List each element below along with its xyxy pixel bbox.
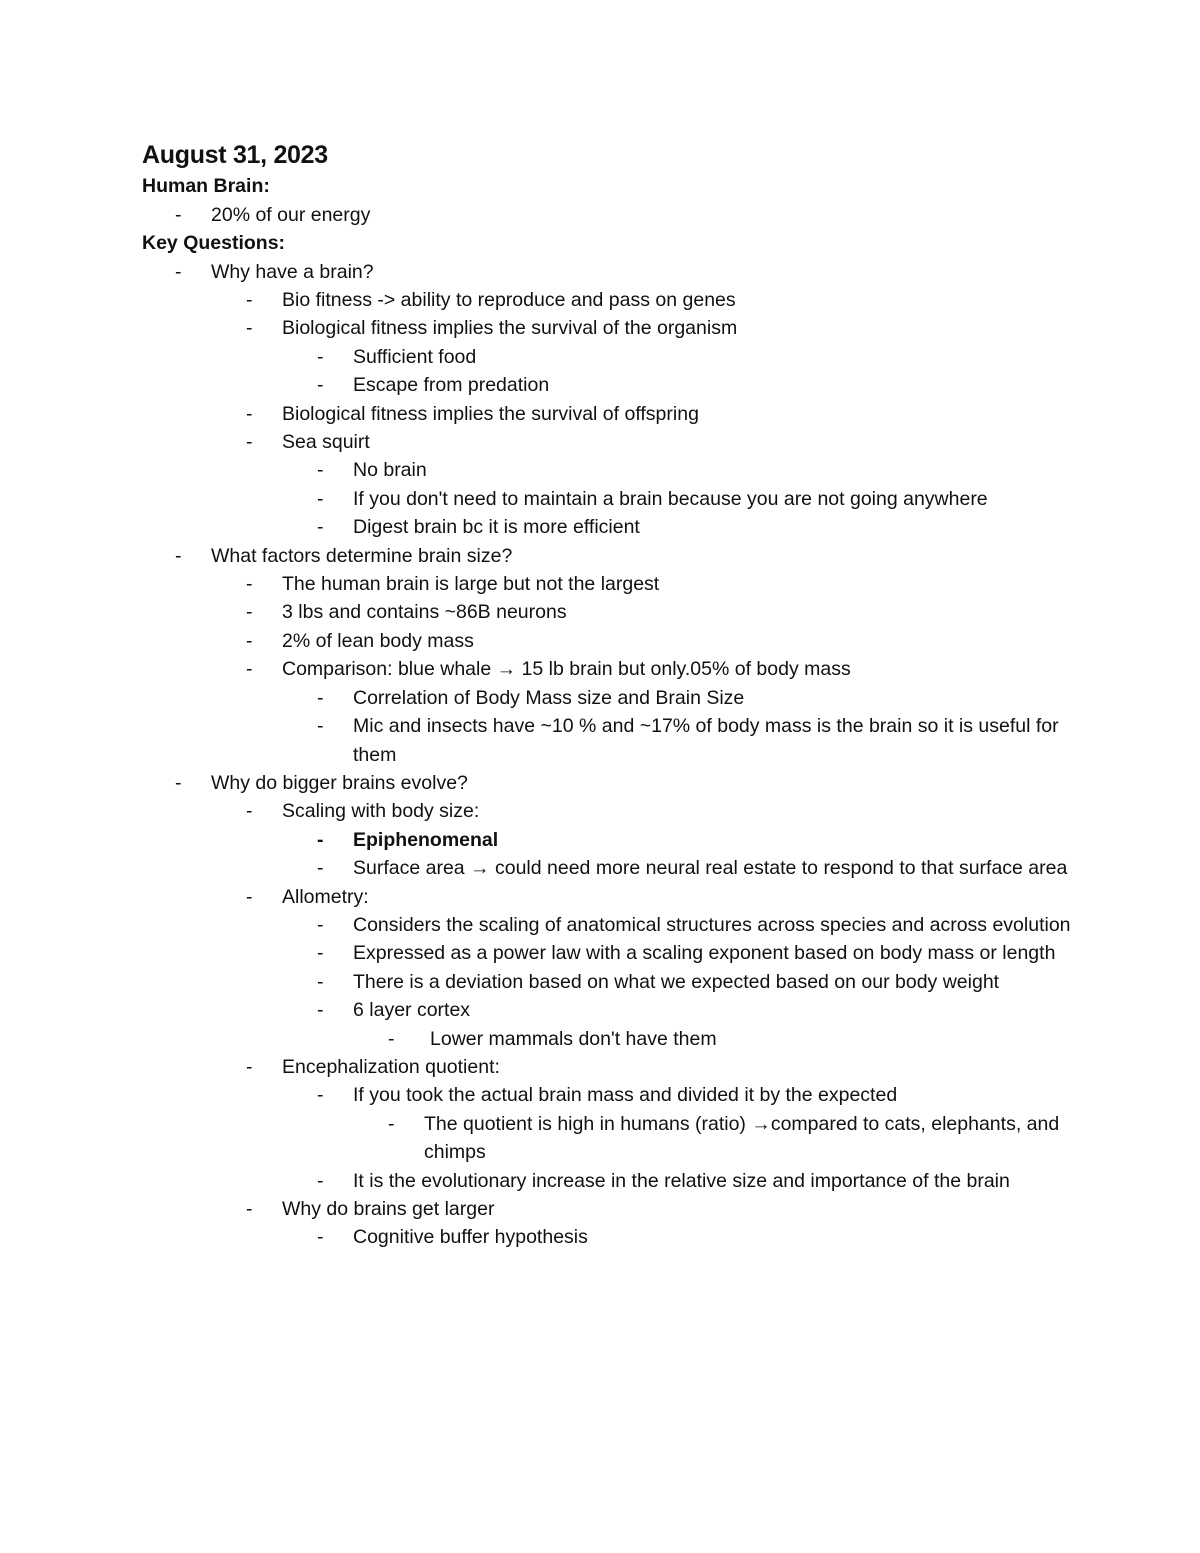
- list-item: - What factors determine brain size? - The human brain is large but not the largest - 3 lbs and contains ~86B neurons - 2% of lean body mass - Comparison: blue whale → 15 lb brain but only.05% of body mass - Correlation of Body Mass size and Brain Size - Mic and insects have ~10 % and ~17% of body mass is the brain so it is useful for them: [211, 542, 1072, 769]
- list-item: - 3 lbs and contains ~86B neurons: [282, 598, 1072, 626]
- list-item: - The human brain is large but not the largest: [282, 570, 1072, 598]
- list-item: - Considers the scaling of anatomical structures across species and across evolution: [353, 911, 1072, 939]
- list-item: - It is the evolutionary increase in the relative size and importance of the brain: [353, 1167, 1072, 1195]
- list-item: - 2% of lean body mass: [282, 627, 1072, 655]
- list-item: - There is a deviation based on what we expected based on our body weight: [353, 968, 1072, 996]
- list-item: - Why do bigger brains evolve? - Scaling with body size: - Epiphenomenal - Surface area → could need more neural real estate to respond to that surface area - Allometry: - Considers the scaling of anatomical structures across species and across evolution - Expressed as a power law with a scaling exponent based on body mass or length - There is a deviation based on what we expected based on our body weight - 6 layer cortex - Lower mammals don't have them - Encephalization quotient: - If you took the actual brain mass and divided it by the expected - The quotient is high in humans (ratio) →compared to cats, elephants, and chimps - It is the evolutionary increase in the relative size and importance of the brain - Why do brains get larger - Cognitive buffer hypothesis: [211, 769, 1072, 1252]
- key-questions-list: [142, 258, 1072, 1252]
- list-item: - Why do brains get larger - Cognitive buffer hypothesis: [282, 1195, 1072, 1252]
- list-item: - Bio fitness -> ability to reproduce and pass on genes: [282, 286, 1072, 314]
- list-item: - Why have a brain? - Bio fitness -> ability to reproduce and pass on genes - Biological fitness implies the survival of the organism - Sufficient food - Escape from predation - Biological fitness implies the survival of offspring - Sea squirt - No brain - If you don't need to maintain a brain because you are not going anywhere - Digest brain bc it is more efficient: [211, 258, 1072, 542]
- list-item: - No brain: [353, 456, 1072, 484]
- list-item: - Epiphenomenal: [353, 826, 1072, 854]
- sub-list: [211, 286, 1072, 542]
- sub-list: [353, 1025, 1072, 1053]
- list-item: - If you don't need to maintain a brain because you are not going anywhere: [353, 485, 1072, 513]
- list-item: - Cognitive buffer hypothesis: [353, 1223, 1072, 1251]
- sub-list: [211, 797, 1072, 1252]
- list-item: - Comparison: blue whale → 15 lb brain but only.05% of body mass - Correlation of Body Mass size and Brain Size - Mic and insects have ~10 % and ~17% of body mass is the brain so it is useful for them: [282, 655, 1072, 769]
- sub-list: [282, 911, 1072, 1053]
- sub-list: [211, 570, 1072, 769]
- notes-body: [142, 172, 1072, 1252]
- section-heading-key-questions: Key Questions:: [142, 232, 286, 254]
- list-item: - Encephalization quotient: - If you took the actual brain mass and divided it by the expected - The quotient is high in humans (ratio) →compared to cats, elephants, and chimps - It is the evolutionary increase in the relative size and importance of the brain: [282, 1053, 1072, 1195]
- human-brain-list: [142, 201, 1072, 229]
- sub-list: [353, 1110, 1072, 1167]
- list-item: - 6 layer cortex - Lower mammals don't have them: [353, 996, 1072, 1053]
- list-item: - Sufficient food: [353, 343, 1072, 371]
- page-title: August 31, 2023: [142, 141, 328, 169]
- list-item: - The quotient is high in humans (ratio) →compared to cats, elephants, and chimps: [424, 1110, 1072, 1167]
- list-item: - Surface area → could need more neural real estate to respond to that surface area: [353, 854, 1072, 882]
- sub-list: [282, 343, 1072, 400]
- sub-list: [282, 456, 1072, 541]
- section-heading-human-brain: Human Brain:: [142, 175, 270, 197]
- list-item: - Biological fitness implies the survival of the organism - Sufficient food - Escape from predation: [282, 314, 1072, 399]
- sub-list: [282, 1223, 1072, 1251]
- list-item: - Expressed as a power law with a scaling exponent based on body mass or length: [353, 939, 1072, 967]
- list-item: - Digest brain bc it is more efficient: [353, 513, 1072, 541]
- list-item: - Sea squirt - No brain - If you don't need to maintain a brain because you are not going anywhere - Digest brain bc it is more efficient: [282, 428, 1072, 542]
- sub-list: [282, 1081, 1072, 1195]
- sub-list: [282, 826, 1072, 883]
- list-item: - If you took the actual brain mass and divided it by the expected - The quotient is high in humans (ratio) →compared to cats, elephants, and chimps: [353, 1081, 1072, 1166]
- sub-list: [282, 684, 1072, 769]
- list-item: - Scaling with body size: - Epiphenomenal - Surface area → could need more neural real estate to respond to that surface area: [282, 797, 1072, 882]
- list-item: - Correlation of Body Mass size and Brain Size: [353, 684, 1072, 712]
- list-item: - Lower mammals don't have them: [424, 1025, 1072, 1053]
- list-item: - Allometry: - Considers the scaling of anatomical structures across species and across evolution - Expressed as a power law with a scaling exponent based on body mass or length - There is a deviation based on what we expected based on our body weight - 6 layer cortex - Lower mammals don't have them: [282, 883, 1072, 1053]
- list-item: - Escape from predation: [353, 371, 1072, 399]
- list-item: - Biological fitness implies the survival of offspring: [282, 400, 1072, 428]
- list-item: - Mic and insects have ~10 % and ~17% of body mass is the brain so it is useful for them: [353, 712, 1072, 769]
- list-item: - 20% of our energy: [211, 201, 1072, 229]
